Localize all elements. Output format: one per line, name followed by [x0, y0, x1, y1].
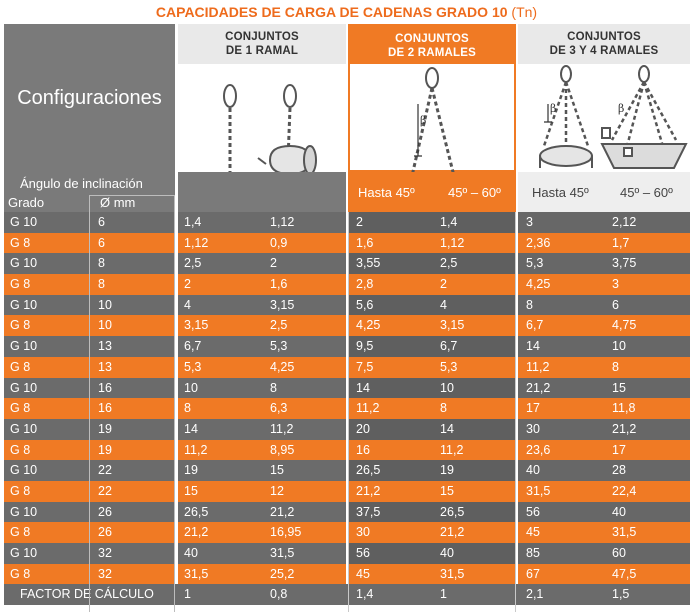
header-three-four-leg-label [518, 24, 690, 64]
one-leg-chain-icon [178, 64, 346, 172]
table-cell: 2 [440, 277, 447, 292]
header-one-leg-line1: CONJUNTOS [225, 31, 299, 43]
table-row [4, 295, 690, 316]
table-row [4, 419, 690, 440]
table-cell: 11,2 [184, 442, 208, 457]
table-cell: 8,95 [270, 442, 295, 457]
table-cell: 21,2 [526, 380, 551, 395]
table-cell: 4 [184, 297, 191, 312]
table-cell: 25,2 [270, 566, 295, 581]
table-cell: 5,3 [270, 339, 288, 354]
angle-label: Ángulo de inclinación [20, 176, 143, 191]
table-row [4, 502, 690, 523]
table-cell: 21,2 [440, 525, 465, 540]
header-two-leg-line1: CONJUNTOS [395, 33, 469, 45]
table-cell: 26 [98, 504, 112, 519]
three-leg-angle-b: 45º – 60º [620, 185, 673, 200]
table-cell: 2 [184, 277, 191, 292]
table-cell: 10 [612, 339, 626, 354]
footer-row [4, 584, 690, 605]
table-cell: 5,3 [440, 359, 458, 374]
row-cell-bg [178, 357, 346, 378]
table-cell: 2,12 [612, 215, 637, 229]
table-cell: 8 [612, 359, 619, 374]
table-cell: 1,12 [440, 235, 465, 250]
table-cell: 1,12 [184, 235, 209, 250]
header-three-four-leg-line2: DE 3 Y 4 RAMALES [549, 45, 659, 57]
table-cell: 3,15 [270, 297, 295, 312]
table-cell: 11,2 [356, 401, 380, 416]
two-leg-angle-a: Hasta 45º [358, 185, 415, 200]
footer-value: 1 [440, 587, 447, 602]
row-cell-bg [178, 253, 346, 274]
table-cell: 10 [184, 380, 198, 395]
table-cell: 4,75 [612, 318, 637, 333]
table-cell: 16 [98, 380, 112, 395]
table-cell: 14 [526, 339, 540, 354]
table-cell: 15 [184, 483, 198, 498]
table-cell: 22 [98, 463, 112, 478]
table-cell: 22 [98, 483, 112, 498]
three-leg-beta-label-left: β [550, 102, 557, 115]
table-cell: G 10 [10, 504, 38, 519]
table-cell: 10 [98, 297, 112, 312]
table-row [4, 460, 690, 481]
footer-value: 2,1 [526, 587, 544, 602]
table-cell: 1,4 [440, 215, 458, 229]
footer-value: 1 [184, 587, 191, 602]
subheader-two-leg [348, 172, 516, 212]
table-row [4, 357, 690, 378]
table-cell: 32 [98, 566, 112, 581]
table-cell: G 8 [10, 442, 31, 457]
table-cell: 15 [440, 483, 454, 498]
footer-cell-bg [178, 584, 346, 605]
table-cell: 31,5 [184, 566, 209, 581]
footer-label: FACTOR DE CÁLCULO [20, 587, 154, 602]
table-cell: 2 [356, 215, 363, 229]
table-row [4, 522, 690, 543]
row-cell-bg [178, 460, 346, 481]
table-cell: 21,2 [270, 504, 295, 519]
three-leg-angle-a: Hasta 45º [532, 185, 589, 200]
table-cell: 6,7 [526, 318, 544, 333]
table-cell: 40 [184, 546, 198, 560]
table-cell: 1,6 [270, 277, 288, 292]
footer-value: 0,8 [270, 587, 288, 602]
table-cell: 7,5 [356, 359, 374, 374]
table-cell: 21,2 [356, 483, 381, 498]
table-cell: G 8 [10, 277, 31, 292]
table-cell: G 8 [10, 525, 31, 540]
header-two-leg [348, 24, 516, 172]
config-label: Configuraciones [4, 24, 175, 172]
table-cell: 1,4 [184, 215, 202, 229]
table-row [4, 315, 690, 336]
row-cell-bg [178, 378, 346, 399]
table-cell: 85 [526, 546, 540, 560]
table-cell: 6 [98, 235, 105, 250]
table-cell: 31,5 [440, 566, 465, 581]
header-three-four-leg [518, 24, 690, 172]
two-leg-angle-b: 45º – 60º [448, 185, 501, 200]
row-cell-bg [518, 336, 690, 357]
table-cell: 37,5 [356, 504, 381, 519]
row-cell-bg [518, 460, 690, 481]
mm-label: Ø mm [100, 195, 136, 210]
table-cell: 11,2 [526, 359, 550, 374]
table-cell: 11,8 [612, 401, 636, 416]
mm-column-header-frame [89, 195, 175, 212]
table-cell: 8 [270, 380, 277, 395]
table-cell: 17 [612, 442, 626, 457]
table-cell: G 8 [10, 235, 31, 250]
table-cell: 17 [526, 401, 540, 416]
table-cell: 4,25 [270, 359, 295, 374]
table-cell: 2,36 [526, 235, 551, 250]
table-cell: 26,5 [356, 463, 381, 478]
table-cell: 3 [612, 277, 619, 292]
table-cell: G 10 [10, 380, 38, 395]
table-cell: 8 [98, 277, 105, 292]
table-cell: 3,15 [184, 318, 209, 333]
table-cell: 11,2 [270, 421, 294, 436]
row-cell-bg [178, 295, 346, 316]
table-cell: G 8 [10, 401, 31, 416]
table-cell: 23,6 [526, 442, 551, 457]
table-cell: 4,25 [526, 277, 551, 292]
table-cell: 5,3 [526, 256, 544, 271]
grade-label: Grado [8, 195, 45, 210]
table-cell: 10 [440, 380, 454, 395]
subheader-three-four-leg [518, 172, 690, 212]
table-cell: 31,5 [526, 483, 551, 498]
capacity-table [4, 212, 690, 605]
table-cell: 30 [356, 525, 370, 540]
table-row [4, 233, 690, 254]
table-cell: 16 [98, 401, 112, 416]
row-cell-bg [178, 543, 346, 564]
table-cell: 40 [612, 504, 626, 519]
table-cell: G 10 [10, 256, 38, 271]
table-cell: 2 [270, 256, 277, 271]
table-row [4, 212, 690, 233]
table-cell: 21,2 [184, 525, 209, 540]
table-cell: 47,5 [612, 566, 637, 581]
row-cell-bg [518, 419, 690, 440]
table-cell: 4 [440, 297, 447, 312]
table-cell: 45 [526, 525, 540, 540]
table-row [4, 440, 690, 461]
table-row [4, 336, 690, 357]
table-cell: G 8 [10, 318, 31, 333]
table-cell: 6 [98, 215, 105, 229]
table-cell: 13 [98, 339, 112, 354]
table-cell: 3,75 [612, 256, 637, 271]
title-text: CAPACIDADES DE CARGA DE CADENAS GRADO 10 [155, 4, 508, 20]
table-cell: 21,2 [612, 421, 637, 436]
table-cell: 40 [526, 463, 540, 478]
table-cell: 32 [98, 546, 112, 560]
table-cell: 11,2 [440, 442, 464, 457]
row-cell-bg [178, 419, 346, 440]
table-cell: 8 [440, 401, 447, 416]
header-one-leg-label [178, 24, 346, 64]
table-cell: 2,8 [356, 277, 374, 292]
table-cell: 19 [98, 421, 112, 436]
table-cell: G 10 [10, 421, 38, 436]
table-row [4, 253, 690, 274]
page-title [0, 4, 693, 20]
row-cell-bg [518, 253, 690, 274]
table-cell: 56 [356, 546, 370, 560]
row-cell-bg [518, 315, 690, 336]
table-cell: 6,7 [184, 339, 202, 354]
row-cell-bg [518, 522, 690, 543]
footer-value: 1,4 [356, 587, 374, 602]
table-cell: 3,55 [356, 256, 381, 271]
row-cell-bg [518, 398, 690, 419]
table-cell: 19 [440, 463, 454, 478]
table-cell: 30 [526, 421, 540, 436]
table-cell: 14 [440, 421, 454, 436]
table-cell: 6,7 [440, 339, 458, 354]
two-leg-beta-label: β [420, 114, 427, 127]
table-row [4, 481, 690, 502]
three-four-leg-chain-icon [518, 64, 690, 172]
table-cell: 15 [612, 380, 626, 395]
table-cell: G 10 [10, 297, 38, 312]
subheader-one-leg [178, 172, 346, 212]
table-cell: 3 [526, 215, 533, 229]
header-two-leg-label [350, 26, 514, 64]
table-cell: 45 [356, 566, 370, 581]
table-cell: G 10 [10, 339, 38, 354]
table-row [4, 564, 690, 585]
row-cell-bg [518, 295, 690, 316]
table-row [4, 274, 690, 295]
row-cell-bg [178, 336, 346, 357]
footer-value: 1,5 [612, 587, 630, 602]
table-cell: 8 [98, 256, 105, 271]
table-cell: 6,3 [270, 401, 288, 416]
table-cell: 26,5 [440, 504, 465, 519]
table-cell: 1,12 [270, 215, 295, 229]
table-cell: 1,6 [356, 235, 374, 250]
header-two-leg-line2: DE 2 RAMALES [387, 47, 477, 59]
table-row [4, 398, 690, 419]
row-cell-bg [518, 212, 690, 233]
table-cell: 19 [184, 463, 198, 478]
row-cell-bg [178, 274, 346, 295]
table-cell: 40 [440, 546, 454, 560]
table-cell: 14 [184, 421, 198, 436]
table-row [4, 378, 690, 399]
table-cell: G 8 [10, 483, 31, 498]
table-cell: 8 [526, 297, 533, 312]
table-cell: 19 [98, 442, 112, 457]
table-cell: 67 [526, 566, 540, 581]
table-cell: 20 [356, 421, 370, 436]
table-cell: G 10 [10, 463, 38, 478]
table-cell: 26 [98, 525, 112, 540]
row-cell-bg [178, 481, 346, 502]
table-cell: 2,5 [270, 318, 288, 333]
table-cell: 9,5 [356, 339, 374, 354]
table-cell: 15 [270, 463, 284, 478]
table-cell: 5,3 [184, 359, 202, 374]
table-cell: 31,5 [612, 525, 637, 540]
footer-cell-bg [518, 584, 690, 605]
table-cell: 1,7 [612, 235, 630, 250]
header-one-leg [178, 24, 346, 172]
row-cell-bg [518, 543, 690, 564]
table-cell: 26,5 [184, 504, 209, 519]
table-cell: 16,95 [270, 525, 302, 540]
table-cell: 3,15 [440, 318, 465, 333]
table-cell: 31,5 [270, 546, 295, 560]
row-cell-bg [518, 564, 690, 585]
table-cell: 8 [184, 401, 191, 416]
row-cell-bg [178, 398, 346, 419]
table-cell: 14 [356, 380, 370, 395]
title-unit: (Tn) [511, 4, 538, 20]
row-cell-bg [178, 212, 346, 233]
two-leg-column-frame [348, 212, 516, 612]
table-cell: G 8 [10, 566, 31, 581]
table-cell: 22,4 [612, 483, 637, 498]
table-cell: G 10 [10, 215, 38, 229]
table-cell: 10 [98, 318, 112, 333]
row-cell-bg [518, 502, 690, 523]
table-cell: 56 [526, 504, 540, 519]
table-cell: G 8 [10, 359, 31, 374]
table-cell: 16 [356, 442, 370, 457]
table-row [4, 543, 690, 564]
table-cell: 28 [612, 463, 626, 478]
table-cell: 12 [270, 483, 284, 498]
table-cell: 0,9 [270, 235, 288, 250]
three-leg-beta-label-right: β [618, 102, 625, 115]
table-cell: 5,6 [356, 297, 374, 312]
table-cell: 60 [612, 546, 626, 560]
table-cell: 6 [612, 297, 619, 312]
table-cell: 2,5 [440, 256, 458, 271]
two-leg-chain-icon [350, 66, 514, 172]
table-cell: 4,25 [356, 318, 381, 333]
table-cell: G 10 [10, 546, 38, 560]
table-cell: 2,5 [184, 256, 202, 271]
header-three-four-leg-line1: CONJUNTOS [567, 31, 641, 43]
header-one-leg-line2: DE 1 RAMAL [225, 45, 299, 57]
table-cell: 13 [98, 359, 112, 374]
